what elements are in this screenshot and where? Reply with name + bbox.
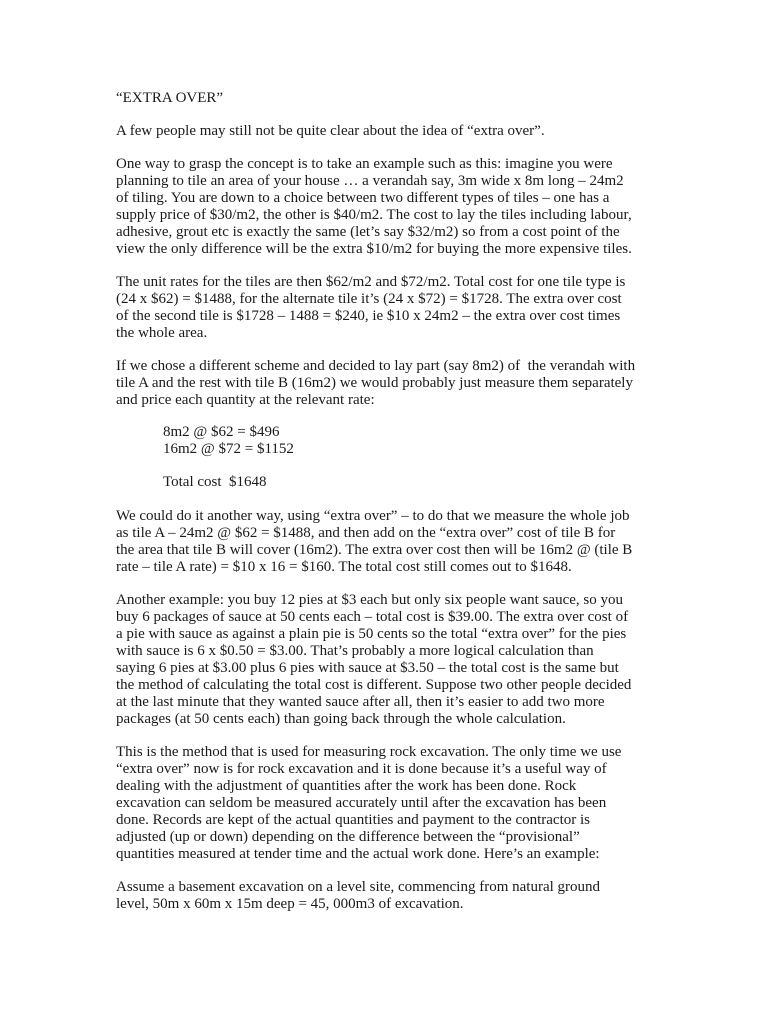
paragraph-pie-example: Another example: you buy 12 pies at $3 each but only six people want sauce, so you: [116, 592, 623, 608]
paragraph-unit-rates: The unit rates for the tiles are then $62/m2 and $72/m2. Total cost for one tile type is: [116, 274, 626, 290]
paragraph-basement-example: Assume a basement excavation on a level site, commencing from natural ground: [116, 879, 601, 895]
paragraph-scheme: tile A and the rest with tile B (16m2) we would probably just measure them separately: [116, 375, 633, 391]
paragraph-rock-excavation: “extra over” now is for rock excavation and it is done because it’s a useful way of: [116, 761, 607, 777]
paragraph-rock-excavation: quantities measured at tender time and the actual work done. Here’s an example:: [116, 846, 600, 862]
paragraph-pie-example: saying 6 pies at $3.00 plus 6 pies with sauce at $3.50 – the total cost is the same but: [116, 660, 619, 676]
paragraph-intro: A few people may still not be quite clear about the idea of “extra over”.: [116, 123, 545, 139]
paragraph-pie-example: the method of calculating the total cost is different. Suppose two other people decided: [116, 677, 632, 693]
paragraph-pie-example: buy 6 packages of sauce at 50 cents each – total cost is $39.00. The extra over cost of: [116, 609, 629, 625]
paragraph-tile-example: view the only difference will be the extra $10/m2 for buying the more expensive tiles.: [116, 241, 632, 257]
paragraph-extra-over-method: rate – tile A rate) = $10 x 16 = $160. The total cost still comes out to $1648.: [116, 559, 572, 575]
paragraph-tile-example: of tiling. You are down to a choice between two different types of tiles – one has a: [116, 190, 610, 206]
paragraph-pie-example: at the last minute that they wanted sauce after all, then it’s easier to add two more: [116, 694, 605, 710]
paragraph-tile-example: supply price of $30/m2, the other is $40/m2. The cost to lay the tiles including labour,: [116, 207, 632, 223]
paragraph-unit-rates: (24 x $62) = $1488, for the alternate tile it’s (24 x $72) = $1728. The extra over cost: [116, 291, 622, 307]
paragraph-rock-excavation: done. Records are kept of the actual quantities and payment to the contractor is: [116, 812, 591, 828]
paragraph-rock-excavation: adjusted (up or down) depending on the difference between the “provisional”: [116, 829, 580, 845]
paragraph-tile-example: adhesive, grout etc is exactly the same (let’s say $32/m2) so from a cost point of the: [116, 224, 620, 240]
calculation-line: 8m2 @ $62 = $496: [163, 424, 280, 440]
paragraph-basement-example: level, 50m x 60m x 15m deep = 45, 000m3 of excavation.: [116, 896, 464, 912]
paragraph-rock-excavation: This is the method that is used for measuring rock excavation. The only time we use: [116, 744, 622, 760]
paragraph-scheme: If we chose a different scheme and decided to lay part (say 8m2) of the verandah with: [116, 358, 636, 374]
paragraph-tile-example: planning to tile an area of your house … a verandah say, 3m wide x 8m long – 24m2: [116, 173, 624, 189]
paragraph-rock-excavation: dealing with the adjustment of quantities after the work has been done. Rock: [116, 778, 577, 794]
paragraph-tile-example: One way to grasp the concept is to take an example such as this: imagine you were: [116, 156, 613, 172]
paragraph-unit-rates: of the second tile is $1728 – 1488 = $240, ie $10 x 24m2 – the extra over cost times: [116, 308, 621, 324]
calculation-line: 16m2 @ $72 = $1152: [163, 441, 294, 457]
paragraph-extra-over-method: as tile A – 24m2 @ $62 = $1488, and then add on the “extra over” cost of tile B for: [116, 525, 616, 541]
paragraph-unit-rates: the whole area.: [116, 325, 208, 341]
paragraph-pie-example: packages (at 50 cents each) than going back through the whole calculation.: [116, 711, 566, 727]
document-title: “EXTRA OVER”: [116, 90, 224, 106]
calculation-total: Total cost $1648: [163, 474, 267, 490]
paragraph-pie-example: a pie with sauce as against a plain pie is 50 cents so the total “extra over” for the pies: [116, 626, 627, 642]
paragraph-pie-example: with sauce is 6 x $0.50 = $3.00. That’s probably a more logical calculation than: [116, 643, 594, 659]
paragraph-extra-over-method: the area that tile B will cover (16m2). The extra over cost then will be 16m2 @ (tile B: [116, 542, 633, 558]
paragraph-extra-over-method: We could do it another way, using “extra over” – to do that we measure the whole job: [116, 508, 630, 524]
paragraph-scheme: and price each quantity at the relevant rate:: [116, 392, 375, 408]
paragraph-rock-excavation: excavation can seldom be measured accurately until after the excavation has been: [116, 795, 607, 811]
